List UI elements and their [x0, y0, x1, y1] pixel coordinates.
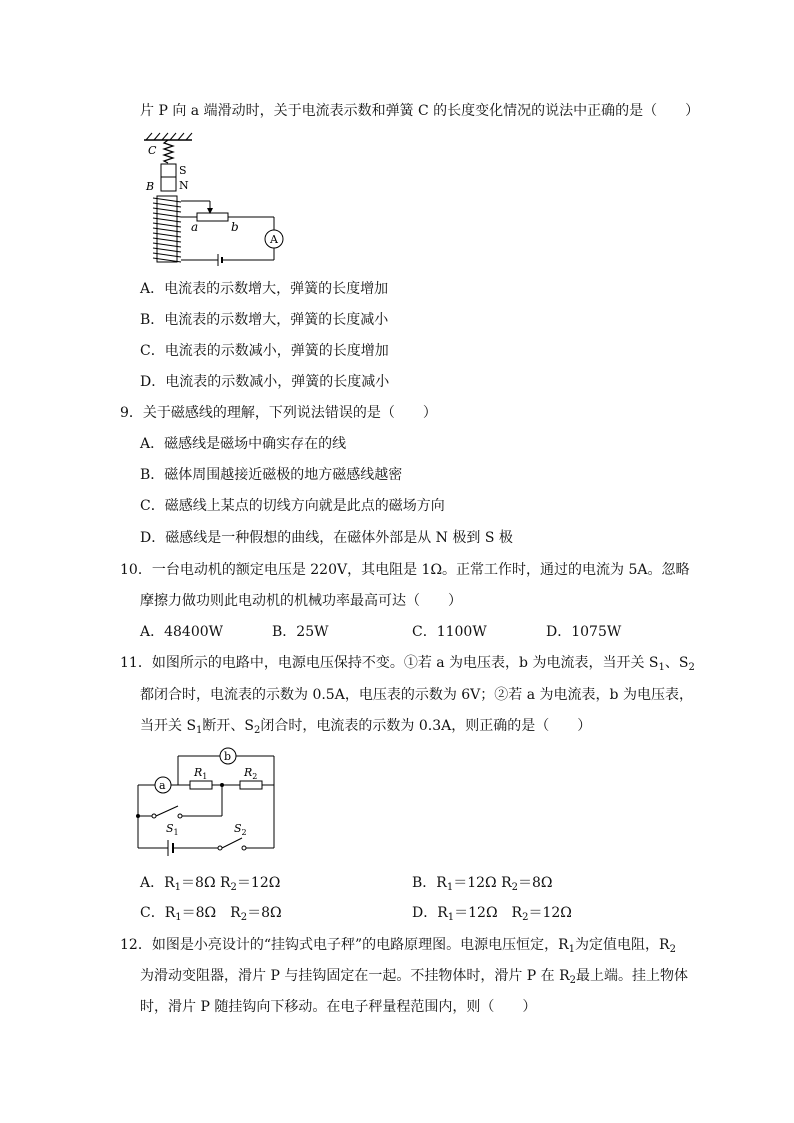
q11-stem-line2: 都闭合时，电流表的示数为 0.5A，电压表的示数为 6V；②若 a 为电流表，b 为电压表，	[140, 687, 693, 703]
q12-stem-line1: 12．如图是小亮设计的“挂钩式电子秤”的电路原理图。电源电压恒定，$R_1$为定值电阻，$R_2$	[120, 937, 676, 955]
q8-option-c: C．电流表的示数减小，弹簧的长度增加	[140, 343, 389, 359]
q8-option-a: A．电流表的示数增大，弹簧的长度增加	[140, 281, 389, 297]
spring-c	[164, 140, 173, 163]
q10-option-a: A．48400W	[140, 624, 224, 640]
q8-option-d: D．电流表的示数减小，弹簧的长度减小	[140, 374, 390, 390]
q11-figure-circuit	[132, 744, 282, 864]
q9-stem: 9．关于磁感线的理解，下列说法错误的是（ ）	[120, 405, 437, 421]
rheostat	[197, 213, 228, 221]
q11-stem-line3: 当开关 $S_1$断开、$S_2$闭合时，电流表的示数为 0.3A，则正确的是（ ）	[140, 718, 592, 736]
r2-label: $R_2$	[244, 766, 258, 781]
meter-b-label: b	[224, 750, 232, 763]
label-s: S	[179, 164, 187, 177]
label-n: N	[179, 179, 189, 192]
label-c: C	[148, 144, 157, 157]
q9-option-a: A．磁感线是磁场中确实存在的线	[140, 436, 347, 452]
q9-option-d: D．磁感线是一种假想的曲线，在磁体外部是从 N 极到 S 极	[140, 530, 513, 546]
q11-option-d: D．$R_1=12\Omega$ $R_2=12\Omega$	[412, 905, 572, 923]
q10-stem-line1: 10．一台电动机的额定电压是 220V，其电阻是 1Ω。正常工作时，通过的电流为 5A。忽略	[120, 562, 690, 578]
q9-option-b: B．磁体周围越接近磁极的地方磁感线越密	[140, 467, 403, 483]
q10-option-d: D．1075W	[546, 624, 622, 640]
q10-option-c: C．1100W	[412, 624, 487, 640]
label-a-end: a	[191, 220, 199, 234]
ammeter-label: A	[270, 233, 278, 246]
meter-a-label: a	[159, 779, 166, 792]
q12-stem-line2: 为滑动变阻器，滑片 P 与挂钩固定在一起。不挂物体时，滑片 P 在 $R_2$最上端。挂上物体	[140, 968, 689, 986]
q11-stem-line1: 11．如图所示的电路中，电源电压保持不变。①若 a 为电压表，b 为电流表，当开关 $S_1$、$S_2$	[120, 655, 695, 673]
resistor-r1	[190, 781, 212, 789]
switch-s2	[222, 838, 242, 848]
q10-option-b: B．25W	[272, 624, 329, 640]
q11-option-c: C．$R_1=8\Omega$ $R_2=8\Omega$	[140, 905, 282, 923]
resistor-r2	[240, 781, 262, 789]
q11-option-b: B．$R_1=12\Omega$ $R_2=8\Omega$	[412, 875, 553, 893]
switch-s1	[156, 806, 178, 816]
label-b-magnet: B	[146, 180, 155, 193]
r1-label: $R_1$	[194, 766, 208, 781]
q8-option-b: B．电流表的示数增大，弹簧的长度减小	[140, 312, 389, 328]
q10-stem-line2: 摩擦力做功则此电动机的机械功率最高可达（ ）	[140, 593, 462, 609]
s1-label: $S_1$	[166, 822, 179, 837]
magnet-s	[161, 164, 176, 177]
q9-option-c: C．磁感线上某点的切线方向就是此点的磁场方向	[140, 498, 445, 514]
q8-stem: 片 P 向 a 端滑动时，关于电流表示数和弹簧 C 的长度变化情况的说法中正确的是（ ）	[140, 103, 700, 119]
q11-option-a: A．$R_1=8\Omega$ $R_2=12\Omega$	[140, 875, 281, 893]
s2-label: $S_2$	[234, 822, 247, 837]
label-b-end: b	[231, 220, 239, 234]
q8-figure-electromagnet-circuit	[140, 132, 290, 272]
magnet-n	[161, 177, 176, 191]
q12-stem-line3: 时，滑片 P 随挂钩向下移动。在电子秤量程范围内，则（ ）	[140, 999, 537, 1015]
